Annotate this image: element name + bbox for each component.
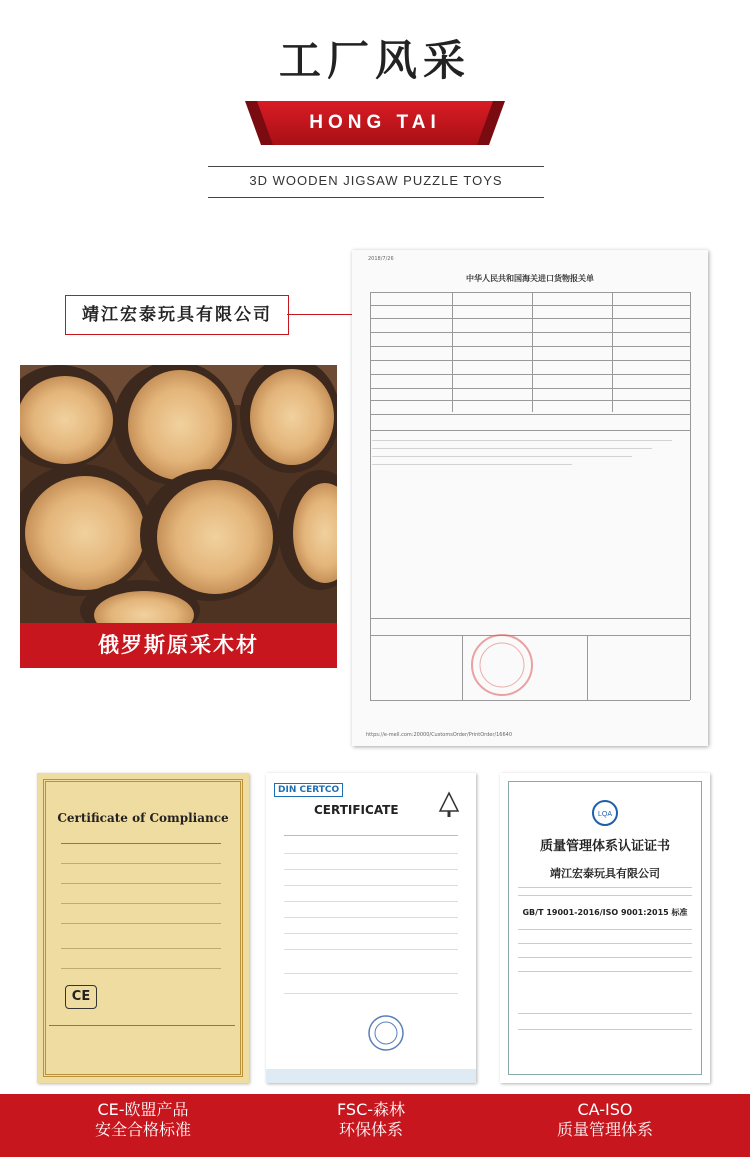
- fsc-certificate: [266, 773, 476, 1083]
- iso-company: 靖江宏泰玩具有限公司: [550, 867, 660, 880]
- ce-heading: Certificate of Compliance: [57, 811, 229, 825]
- stamp-icon: [366, 1013, 406, 1053]
- svg-text:LQA: LQA: [597, 811, 613, 818]
- iso-certificate: [500, 773, 710, 1083]
- fsc-heading: CERTIFICATE: [314, 803, 399, 817]
- customs-declaration-document: [352, 250, 708, 746]
- iso-heading: 质量管理体系认证证书: [539, 839, 670, 854]
- timber-label: 俄罗斯原采木材: [20, 623, 337, 668]
- din-certco-logo: DIN CERTCO: [274, 783, 343, 797]
- timber-photo: [20, 365, 337, 623]
- cert-caption-fsc: FSC-森林 环保体系: [336, 1100, 406, 1139]
- cert-caption-iso: CA-ISO 质量管理体系: [556, 1100, 653, 1139]
- iso-standard: GB/T 19001-2016/ISO 9001:2015 标准: [522, 908, 688, 917]
- doc-url: https://e-mell.com:20000/CustomsOrder/PrintOrder/16640: [366, 732, 513, 738]
- fsc-tree-icon: [438, 791, 460, 819]
- cert-caption-ce: CE-欧盟产品 安全合格标准: [94, 1100, 191, 1139]
- company-label: 靖江宏泰玩具有限公司: [65, 295, 289, 335]
- subtitle: 3D WOODEN JIGSAW PUZZLE TOYS: [249, 173, 503, 188]
- ce-mark-icon: CE: [65, 985, 97, 1009]
- brand-name: HONG TAI: [309, 112, 441, 133]
- page-title: 工厂风采: [278, 36, 471, 85]
- doc-date: 2018/7/26: [368, 256, 394, 262]
- doc-title: 中华人民共和国海关进口货物报关单: [466, 274, 594, 283]
- ce-certificate: [37, 773, 249, 1083]
- lqa-logo-icon: [591, 799, 619, 827]
